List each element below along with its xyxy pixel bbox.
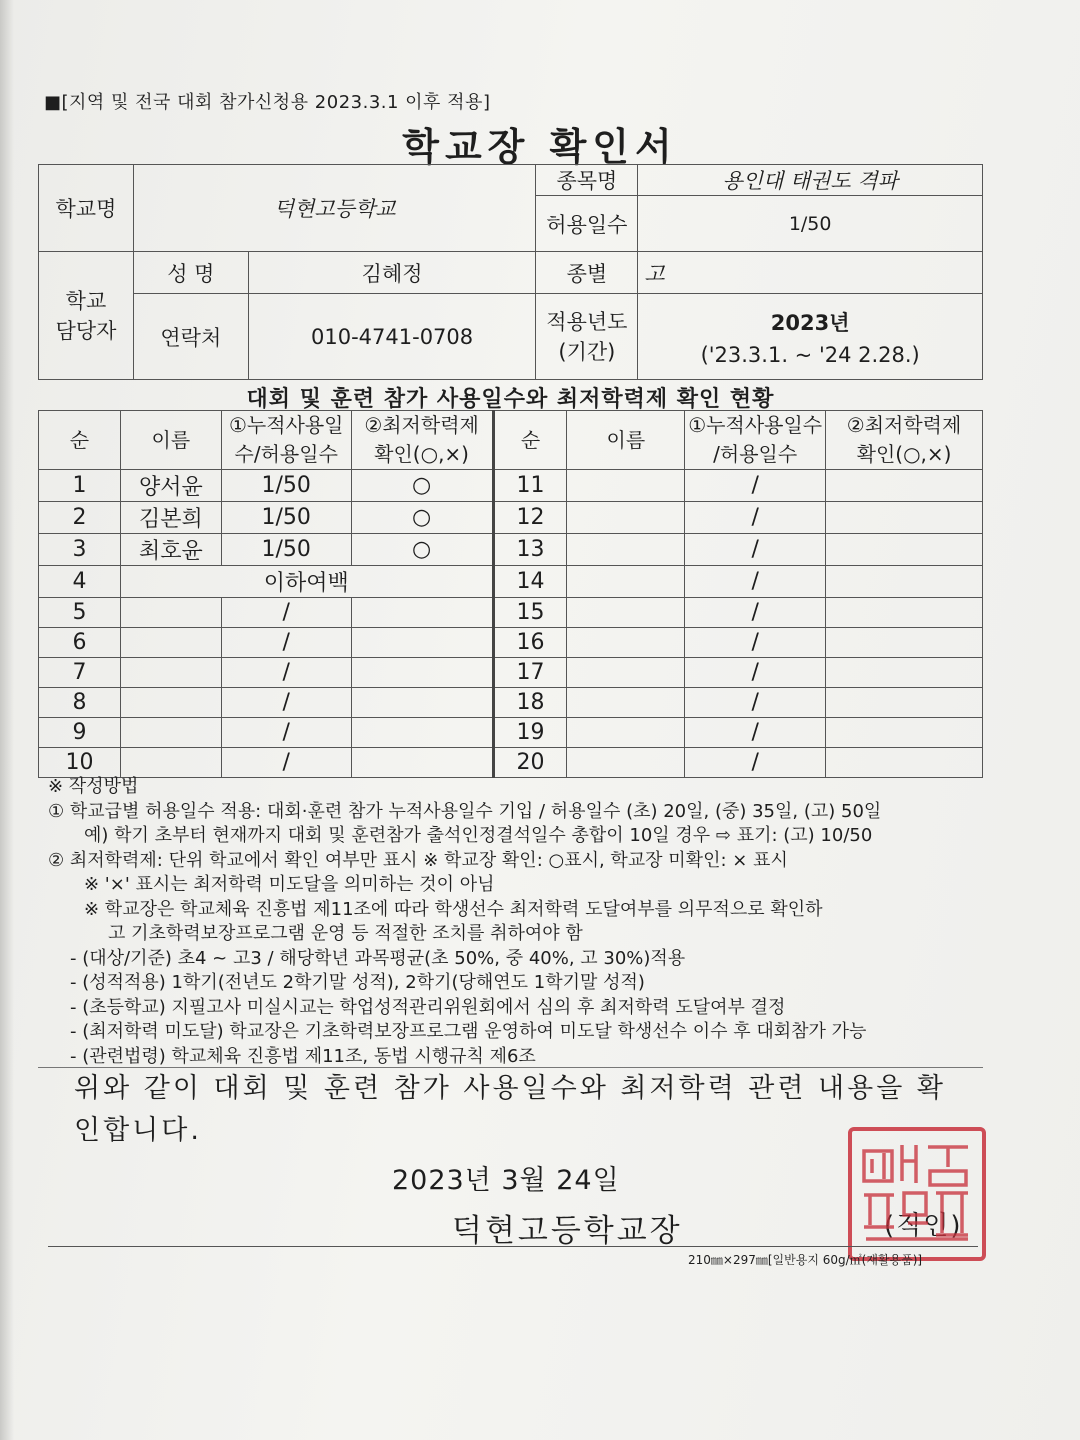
row-number: 13	[493, 534, 567, 566]
row-number: 17	[493, 658, 567, 688]
row-number: 6	[39, 628, 121, 658]
student-name: 최호윤	[120, 534, 221, 566]
school-label: 학교명	[39, 165, 134, 252]
note-line-8: - (성적적용) 1학기(전년도 2학기말 성적), 2학기(당해연도 1학기말 성적)	[70, 972, 645, 993]
table-row	[39, 598, 983, 628]
seal-graphic	[852, 1131, 982, 1257]
principal-name: 덕현고등학교장	[452, 1213, 683, 1249]
row-number: 20	[493, 748, 567, 778]
official-seal-stamp	[848, 1127, 986, 1261]
blank-marker: 이하여백	[120, 566, 493, 598]
min-academic-check: ○	[351, 470, 493, 502]
table-row	[39, 628, 983, 658]
student-name	[120, 628, 221, 658]
min-academic-check	[826, 718, 983, 748]
min-academic-check	[351, 748, 493, 778]
seal-label: (직인)	[884, 1211, 963, 1241]
used-days: /	[221, 718, 351, 748]
student-name	[567, 718, 685, 748]
contact-label: 연락처	[133, 294, 248, 380]
student-name	[567, 502, 685, 534]
table-row	[39, 470, 983, 502]
min-academic-check	[826, 598, 983, 628]
student-name	[120, 688, 221, 718]
col-no-left: 순	[39, 411, 121, 470]
usage-header-row	[39, 411, 983, 470]
row-number: 19	[493, 718, 567, 748]
note-line-3: ② 최저학력제: 단위 학교에서 확인 여부만 표시 ※ 학교장 확인: ○표시, 학교장 미확인: × 표시	[48, 849, 788, 871]
used-days: 1/50	[221, 502, 351, 534]
period-label: 적용년도 (기간)	[536, 294, 638, 380]
min-academic-check	[826, 502, 983, 534]
row-number: 11	[493, 470, 567, 502]
used-days: 1/50	[221, 534, 351, 566]
used-days: /	[685, 748, 826, 778]
footer-rule	[48, 1246, 978, 1247]
student-name: 양서윤	[120, 470, 221, 502]
min-academic-check	[351, 658, 493, 688]
used-days: /	[685, 658, 826, 688]
used-days: /	[685, 502, 826, 534]
student-name	[120, 718, 221, 748]
row-number: 3	[39, 534, 121, 566]
type-value: 고	[638, 252, 983, 294]
row-number: 7	[39, 658, 121, 688]
name-label: 성 명	[133, 252, 248, 294]
used-days: /	[685, 534, 826, 566]
signature-date: 2023년 3월 24일	[392, 1165, 620, 1196]
min-academic-check	[351, 688, 493, 718]
manager-label: 학교 담당자	[39, 252, 134, 380]
min-academic-check	[826, 688, 983, 718]
table-row	[39, 658, 983, 688]
row-number: 15	[493, 598, 567, 628]
min-academic-check	[826, 470, 983, 502]
min-academic-check: ○	[351, 502, 493, 534]
student-name	[120, 658, 221, 688]
student-name: 김본희	[120, 502, 221, 534]
min-academic-check	[826, 658, 983, 688]
used-days: 1/50	[221, 470, 351, 502]
row-number: 1	[39, 470, 121, 502]
allowed-days-label: 허용일수	[536, 196, 638, 252]
allowed-days-value: 1/50	[638, 196, 983, 252]
note-line-10: - (최저학력 미도달) 학교장은 기초학력보장프로그램 운영하여 미도달 학생선수 이수 후 대회참가 가능	[70, 1021, 867, 1042]
row-number: 8	[39, 688, 121, 718]
table-row	[39, 718, 983, 748]
student-name	[567, 658, 685, 688]
student-name	[567, 470, 685, 502]
student-name	[567, 598, 685, 628]
col-no-right: 순	[493, 411, 567, 470]
min-academic-check: ○	[351, 534, 493, 566]
student-name	[567, 628, 685, 658]
table-row	[39, 534, 983, 566]
used-days: /	[685, 470, 826, 502]
footer-paper-spec: 210㎜×297㎜[일반용지 60g/㎡(재활용품)]	[688, 1253, 923, 1267]
col-check-left: ②최저학력제 확인(○,×)	[351, 411, 493, 470]
note-line-5: ※ 학교장은 학교체육 진흥법 제11조에 따라 학생선수 최저학력 도달여부를 의무적으로 확인하	[84, 898, 823, 920]
event-label: 종목명	[536, 165, 638, 196]
used-days: /	[685, 566, 826, 598]
name-value: 김혜정	[248, 252, 536, 294]
min-academic-check	[351, 718, 493, 748]
note-line-4: ※ '×' 표시는 최저학력 미도달을 의미하는 것이 아님	[84, 874, 495, 895]
type-label: 종별	[536, 252, 638, 294]
used-days: /	[685, 718, 826, 748]
used-days: /	[221, 748, 351, 778]
period-range: ('23.3.1. ~ '24 2.28.)	[700, 342, 920, 367]
contact-value: 010-4741-0708	[248, 294, 536, 380]
min-academic-check	[351, 628, 493, 658]
row-number: 14	[493, 566, 567, 598]
used-days: /	[685, 598, 826, 628]
event-value: 용인대 태권도 격파	[638, 165, 983, 196]
info-table	[38, 164, 983, 380]
row-number: 9	[39, 718, 121, 748]
note-line-2: 예) 학기 초부터 현재까지 대회 및 훈련참가 출석인정결석일수 총합이 10일 경우 ⇨ 표기: (고) 10/50	[84, 825, 873, 846]
student-name	[567, 566, 685, 598]
used-days: /	[685, 628, 826, 658]
min-academic-check	[826, 748, 983, 778]
col-name-right: 이름	[567, 411, 685, 470]
page-edge-shadow	[0, 0, 14, 1440]
used-days: /	[221, 598, 351, 628]
col-name-left: 이름	[120, 411, 221, 470]
table-row	[39, 566, 983, 598]
usage-table	[38, 410, 983, 778]
row-number: 12	[493, 502, 567, 534]
row-number: 18	[493, 688, 567, 718]
col-days-left: ①누적사용일 수/허용일수	[221, 411, 351, 470]
confirmation-statement: 위와 같이 대회 및 훈련 참가 사용일수와 최저학력 관련 내용을 확인합니다.	[74, 1073, 946, 1146]
note-line-1: ① 학교급별 허용일수 적용: 대회·훈련 참가 누적사용일수 기입 / 허용일수 (초) 20일, (중) 35일, (고) 50일	[48, 800, 882, 822]
note-line-9: - (초등학교) 지필고사 미실시교는 학업성적관리위원회에서 심의 후 최저학력 도달여부 결정	[70, 996, 786, 1018]
table-row	[39, 688, 983, 718]
row-number: 4	[39, 566, 121, 598]
table-row	[39, 748, 983, 778]
min-academic-check	[826, 628, 983, 658]
row-number: 16	[493, 628, 567, 658]
col-check-right: ②최저학력제 확인(○,×)	[826, 411, 983, 470]
school-name: 덕현고등학교	[133, 165, 536, 252]
period-year: 2023년	[770, 310, 850, 335]
row-number: 10	[39, 748, 121, 778]
row-number: 5	[39, 598, 121, 628]
student-name	[567, 748, 685, 778]
min-academic-check	[826, 534, 983, 566]
page-title: 학교장 확인서	[402, 125, 678, 169]
usage-subtitle: 대회 및 훈련 참가 사용일수와 최저학력제 확인 현황	[246, 387, 775, 412]
header-note: ■[지역 및 전국 대회 참가신청용 2023.3.1 이후 적용]	[44, 92, 491, 113]
table-row	[39, 502, 983, 534]
min-academic-check	[826, 566, 983, 598]
note-line-6: 고 기초학력보장프로그램 운영 등 적절한 조치를 취하여야 함	[108, 923, 583, 944]
used-days: /	[685, 688, 826, 718]
period-cell	[638, 294, 983, 380]
col-days-right: ①누적사용일수 /허용일수	[685, 411, 826, 470]
student-name	[567, 534, 685, 566]
used-days: /	[221, 658, 351, 688]
used-days: /	[221, 688, 351, 718]
student-name	[567, 688, 685, 718]
usage-body	[39, 470, 983, 778]
notes-section	[48, 775, 978, 1069]
note-line-11: - (관련법령) 학교체육 진흥법 제11조, 동법 시행규칙 제6조	[70, 1045, 536, 1067]
row-number: 2	[39, 502, 121, 534]
used-days: /	[221, 628, 351, 658]
student-name	[120, 748, 221, 778]
min-academic-check	[351, 598, 493, 628]
notes-heading: ※ 작성방법	[48, 776, 139, 797]
student-name	[120, 598, 221, 628]
note-line-7: - (대상/기준) 초4 ~ 고3 / 해당학년 과목평균(초 50%, 중 40%, 고 30%)적용	[70, 947, 686, 969]
